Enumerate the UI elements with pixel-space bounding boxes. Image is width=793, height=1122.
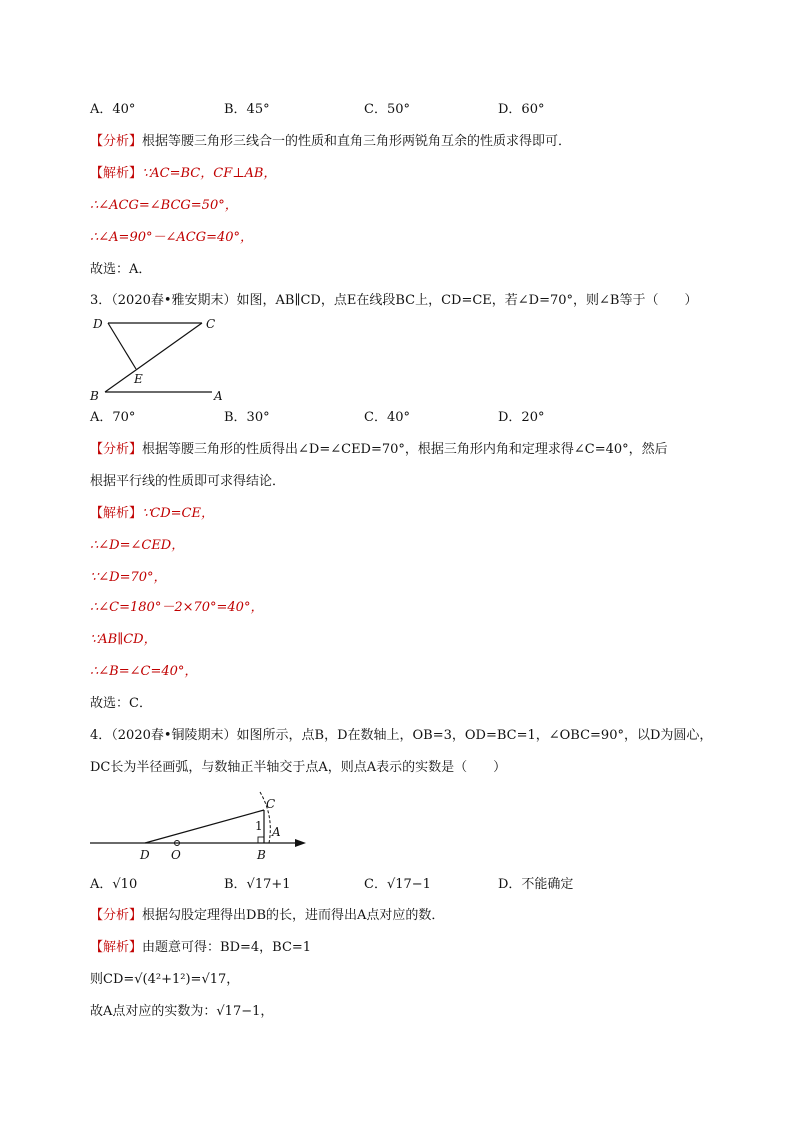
q2-solution-line-1 [90,165,276,183]
solution-tag: 【解析】 [90,940,143,955]
solution-step: ∵AC=BC，CF⊥AB， [142,166,277,181]
q2-solution-line-2: ∴∠ACG=∠BCG=50°， [90,198,238,213]
q3-solution-line-6: ∴∠B=∠C=40°， [90,664,198,679]
segment-dc [145,810,264,843]
label-o: O [171,848,181,862]
q4-option-a: A．√10 [90,877,138,892]
analysis-text: 根据等腰三角形的性质得出∠D=∠CED=70°，根据三角形内角和定理求得∠C=40°，然后 [142,442,668,457]
q4-solution-line-3: 故A点对应的实数为：√17−1， [90,1004,274,1019]
q2-solution-line-3: ∴∠A=90°－∠ACG=40°， [90,230,254,245]
q4-stem-line-1: 4．（2020春•铜陵期末）如图所示，点B，D在数轴上，OB=3，OD=BC=1，∠OBC=90°，以D为圆心， [90,728,713,743]
q3-option-d: D．20° [498,410,545,425]
q3-analysis-line-1 [90,441,668,459]
label-b: B [257,848,266,862]
q2-option-d: D．60° [498,102,545,117]
label-d: D [140,848,150,862]
label-b: B [90,389,99,402]
q3-option-a: A．70° [90,410,136,425]
q4-solution-line-1 [90,939,311,957]
label-d: D [93,317,103,331]
label-a: A [214,389,223,402]
analysis-text: 根据等腰三角形三线合一的性质和直角三角形两锐角互余的性质求得即可． [142,134,572,149]
label-one: 1 [255,819,263,833]
right-angle-mark [258,837,264,843]
q3-option-b: B．30° [224,410,270,425]
q2-option-b: B．45° [224,102,270,117]
q3-analysis-line-2: 根据平行线的性质即可求得结论． [90,474,286,489]
q3-solution-line-2: ∴∠D=∠CED， [90,538,185,553]
q3-answer: 故选：C． [90,696,152,711]
solution-tag: 【解析】 [90,166,143,181]
q2-answer: 故选：A． [90,262,152,277]
q4-analysis [90,907,444,925]
q3-solution-line-5: ∵AB∥CD， [90,632,157,647]
label-a: A [272,825,281,839]
q4-solution-line-2: 则CD=√(4²+1²)=√17， [90,972,240,987]
q2-option-a: A．40° [90,102,136,117]
q4-figure [88,788,318,866]
analysis-tag: 【分析】 [90,908,143,923]
q4-option-c: C．√17−1 [364,877,431,892]
q3-solution-line-4: ∴∠C=180°－2×70°=40°， [90,600,264,615]
label-c: C [266,797,276,811]
q3-option-c: C．40° [364,410,410,425]
solution-step: ∵CD=CE， [142,506,214,521]
q2-option-c: C．50° [364,102,410,117]
q4-stem-line-2: DC长为半径画弧，与数轴正半轴交于点A，则点A表示的实数是（ ） [90,760,507,775]
axis-arrow-icon [295,839,306,847]
analysis-tag: 【分析】 [90,442,143,457]
solution-step: 由题意可得：BD=4，BC=1 [142,940,312,955]
q3-figure [88,312,238,402]
label-e: E [134,372,143,386]
q4-option-d: D．不能确定 [498,877,574,892]
analysis-tag: 【分析】 [90,134,143,149]
segment-cb [105,323,202,392]
segment-de [108,323,136,369]
q3-solution-line-3: ∵∠D=70°， [90,570,167,585]
label-c: C [206,317,216,331]
q2-analysis [90,133,571,151]
q4-option-b: B．√17+1 [224,877,291,892]
q3-stem: 3．（2020春•雅安期末）如图，AB∥CD，点E在线段BC上，CD=CE，若∠D=70°，则∠B等于（ ） [90,293,698,308]
analysis-text: 根据勾股定理得出DB的长，进而得出A点对应的数． [142,908,445,923]
solution-tag: 【解析】 [90,506,143,521]
q3-solution-line-1 [90,505,214,523]
